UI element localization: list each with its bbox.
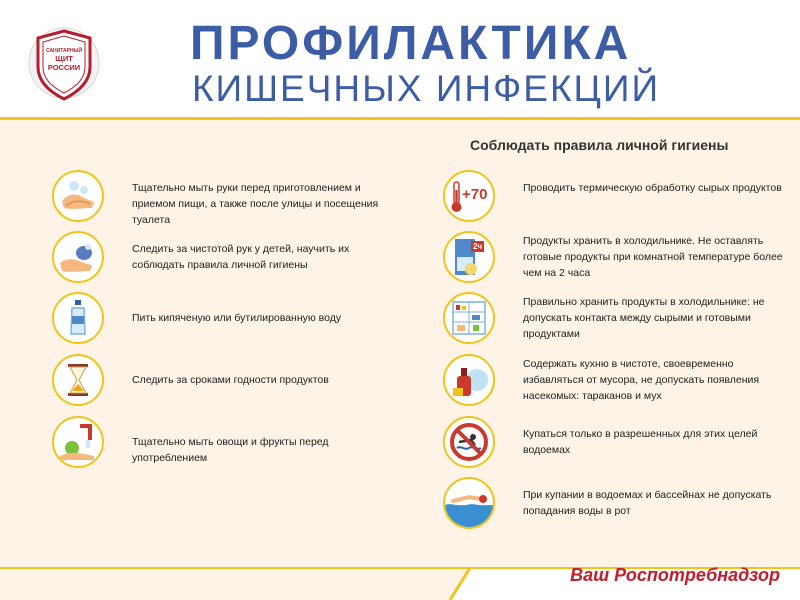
left-item-3-text: Пить кипяченую или бутилированную воду [132, 312, 342, 324]
left-item-2 [52, 231, 392, 287]
hand-washing-icon [52, 170, 104, 222]
logo-line-1: САНИТАРНЫЙ [45, 48, 83, 54]
right-item-2-text: Продукты хранить в холодильнике. Не оставлять готовые продукты при комнатной температуре более чем на 2 часа [523, 235, 783, 279]
header-divider [0, 117, 800, 120]
brand-signature: Ваш Роспотребнадзор [570, 565, 780, 585]
right-item-6 [443, 477, 783, 533]
hourglass-icon [52, 354, 104, 406]
cleaning-supplies-icon [443, 354, 495, 406]
right-item-4 [443, 354, 783, 410]
left-item-2-text: Следить за чистотой рук у детей, научить их соблюдать правила личной гигиены [132, 243, 350, 271]
child-hands-icon [52, 231, 104, 283]
title-line-1: ПРОФИЛАКТИКА [190, 17, 632, 70]
section-subtitle: Соблюдать правила личной гигиены [470, 137, 729, 153]
right-item-3-text: Правильно хранить продукты в холодильнике: не допускать контакта между сырыми и готовыми продуктами [523, 296, 765, 340]
left-item-5 [52, 416, 392, 472]
water-bottle-icon [52, 292, 104, 344]
right-item-2 [443, 231, 783, 287]
swimmer-icon [443, 477, 495, 529]
shield-logo [28, 23, 100, 103]
faucet-fruit-icon [52, 416, 104, 468]
temperature-badge: +70 [462, 186, 488, 203]
right-item-6-text: При купании в водоемах и бассейнах не допускать попадания воды в рот [523, 489, 772, 517]
left-item-4-text: Следить за сроками годности продуктов [132, 374, 329, 386]
no-swimming-icon [443, 416, 495, 468]
logo-line-3: РОССИИ [47, 62, 81, 72]
left-item-3 [52, 292, 392, 348]
right-item-4-text: Содержать кухню в чистоте, своевременно избавляться от мусора, не допускать появления насекомых: тараканов и мух [523, 358, 760, 402]
logo-line-2: ЩИТ [55, 54, 73, 63]
thermometer-icon [443, 170, 495, 222]
time-badge: 2ч [473, 242, 483, 251]
right-item-5-text: Купаться только в разрешенных для этих целей водоемах [523, 428, 758, 456]
right-item-3 [443, 292, 783, 348]
left-item-4 [52, 354, 392, 410]
header [0, 0, 800, 118]
right-item-1 [443, 170, 783, 226]
fridge-clock-icon [443, 231, 495, 283]
left-item-1 [52, 170, 392, 226]
title-line-2: КИШЕЧНЫХ ИНФЕКЦИЙ [192, 68, 661, 109]
right-item-5 [443, 416, 783, 472]
right-item-1-text: Проводить термическую обработку сырых продуктов [523, 182, 782, 194]
left-item-1-text: Тщательно мыть руки перед приготовлением и приемом пищи, а также после улицы и посещения туалета [132, 182, 379, 226]
left-item-5-text: Тщательно мыть овощи и фрукты перед употреблением [132, 436, 329, 464]
open-fridge-icon [443, 292, 495, 344]
